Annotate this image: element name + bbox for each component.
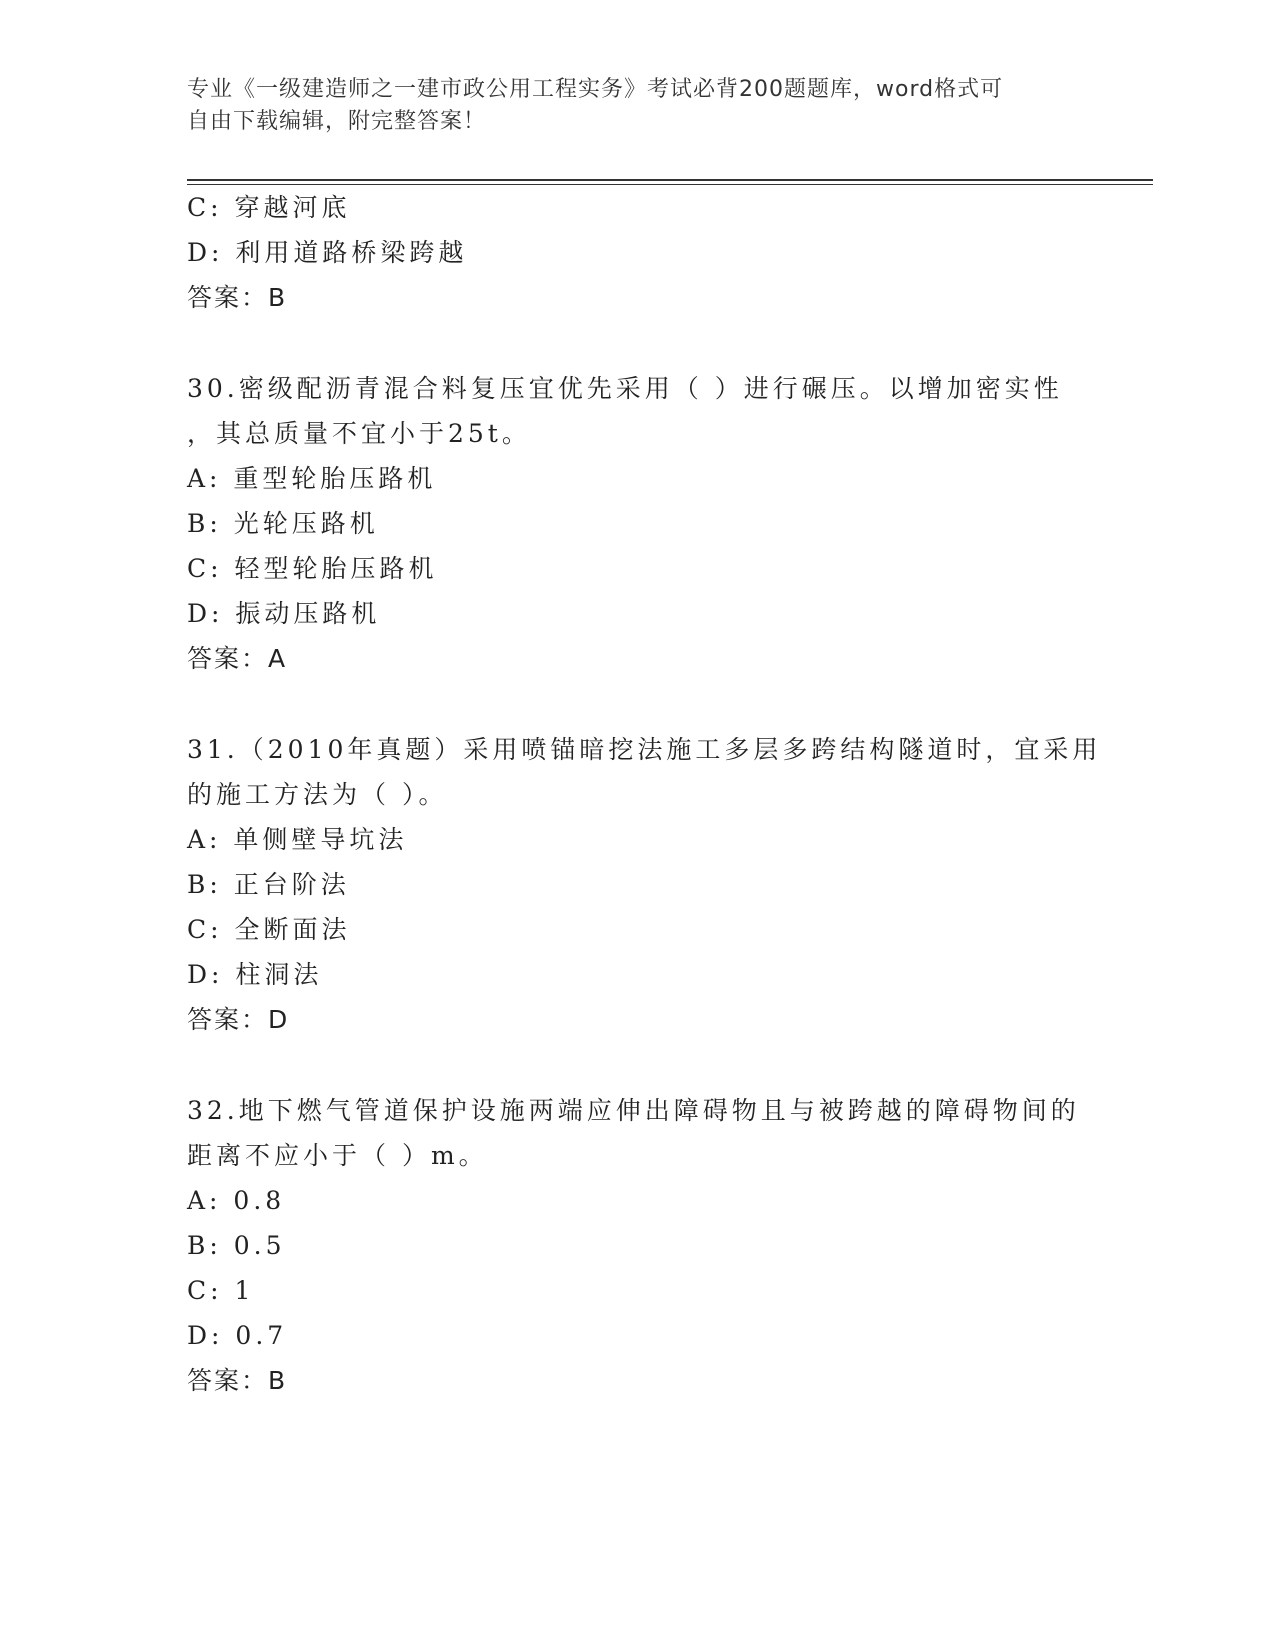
header-divider-thin	[187, 184, 1153, 185]
q32-option-d: D: 0.7	[187, 1321, 288, 1350]
q31-stem-line-1: 31.（2010年真题）采用喷锚暗挖法施工多层多跨结构隧道时，宜采用	[187, 735, 1102, 764]
q32-stem-line-1: 32.地下燃气管道保护设施两端应伸出障碍物且与被跨越的障碍物间的	[187, 1096, 1080, 1125]
document-header	[187, 74, 1067, 138]
q30-option-a: A: 重型轮胎压路机	[187, 464, 437, 493]
q31-stem-line-2: 的施工方法为（ ）。	[187, 780, 448, 809]
q31-option-c: C: 全断面法	[187, 915, 351, 944]
q30-stem-line-1: 30.密级配沥青混合料复压宜优先采用（ ）进行碾压。以增加密实性	[187, 374, 1063, 403]
header-divider-thick	[187, 179, 1153, 181]
q30-option-d: D: 振动压路机	[187, 599, 381, 628]
prev-option-c: C: 穿越河底	[187, 193, 351, 222]
q31-option-b: B: 正台阶法	[187, 870, 350, 899]
q30-option-c: C: 轻型轮胎压路机	[187, 554, 438, 583]
q30-answer: 答案：A	[187, 644, 288, 673]
header-line-2: 自由下载编辑，附完整答案！	[187, 109, 487, 134]
q32-stem-line-2: 距离不应小于（ ）m。	[187, 1141, 488, 1170]
header-line-1: 专业《一级建造师之一建市政公用工程实务》考试必背200题题库，word格式可	[187, 77, 1004, 102]
q30-stem-line-2: ，其总质量不宜小于25t。	[187, 419, 531, 448]
q32-option-c: C: 1	[187, 1276, 255, 1305]
q32-option-b: B: 0.5	[187, 1231, 286, 1260]
q32-option-a: A: 0.8	[187, 1186, 286, 1215]
q31-option-a: A: 单侧壁导坑法	[187, 825, 408, 854]
q32-answer: 答案：B	[187, 1366, 288, 1395]
prev-answer: 答案：B	[187, 283, 288, 312]
q31-option-d: D: 柱洞法	[187, 960, 323, 989]
q31-answer: 答案：D	[187, 1005, 290, 1034]
prev-option-d: D: 利用道路桥梁跨越	[187, 238, 468, 267]
q30-option-b: B: 光轮压路机	[187, 509, 379, 538]
